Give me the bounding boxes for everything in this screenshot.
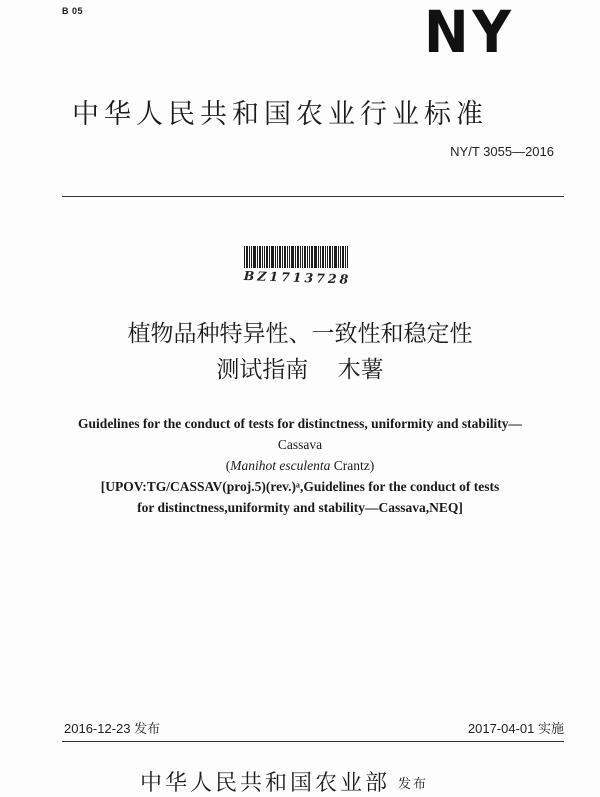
barcode-stripe xyxy=(338,246,339,268)
barcode-stripe xyxy=(320,246,321,268)
barcode-stripe xyxy=(314,246,317,268)
latin-open: ( xyxy=(225,458,231,473)
barcode-stripe xyxy=(309,246,310,268)
barcode-stripe xyxy=(264,246,265,268)
barcode-stripe xyxy=(275,246,276,268)
barcode-stripe xyxy=(304,246,306,268)
barcode-stripe xyxy=(266,246,268,268)
barcode-stripe xyxy=(334,246,337,268)
barcode-stripe xyxy=(277,246,278,268)
chinese-title xyxy=(80,316,520,388)
barcode-stripe xyxy=(318,246,319,268)
ics-code: B 05 xyxy=(62,6,84,16)
latin-author: Crantz) xyxy=(330,458,375,473)
barcode-stripe xyxy=(246,246,248,268)
barcode-stripe xyxy=(295,246,296,268)
chinese-title-line2: 测试指南 木薯 xyxy=(216,357,384,383)
ny-logo: NY xyxy=(424,0,515,66)
latin-name: Manihot esculenta xyxy=(230,458,331,473)
barcode-stripe xyxy=(284,246,286,268)
standard-number: NY/T 3055—2016 xyxy=(450,144,554,159)
barcode-stripe xyxy=(289,246,290,268)
barcode-stripe xyxy=(271,246,274,268)
barcode-stripe xyxy=(253,246,256,268)
barcode-stripe xyxy=(269,246,270,268)
barcode-stripe xyxy=(282,246,283,268)
barcode-stripe xyxy=(287,246,288,268)
barcode-stripe xyxy=(259,246,261,268)
barcode-stripe xyxy=(322,246,324,268)
barcode-stripe xyxy=(347,246,348,268)
issuer xyxy=(140,766,500,797)
barcode-stripe xyxy=(311,246,313,268)
barcode-stripe xyxy=(244,246,245,268)
english-title xyxy=(40,413,560,518)
barcode-stripe xyxy=(291,246,294,268)
issuer-name: 中华人民共和国农业部 xyxy=(140,771,391,796)
english-title-line4: [UPOV:TG/CASSAV(proj.5)(rev.)ᵃ,Guidelines for the conduct of tests xyxy=(100,479,500,494)
chinese-title-line1: 植物品种特异性、一致性和稳定性 xyxy=(127,321,473,347)
english-title-line2: Cassava xyxy=(277,437,323,452)
barcode-stripe xyxy=(262,246,263,268)
standard-type-title: 中华人民共和国农业行业标准 xyxy=(72,99,488,130)
barcode-stripe xyxy=(257,246,258,268)
barcode-image xyxy=(244,246,354,268)
implement-date: 2017-04-01 实施 xyxy=(467,721,564,736)
english-title-line5: for distinctness,uniformity and stability—Cassava,NEQ] xyxy=(137,500,463,515)
barcode-stripe xyxy=(332,246,333,268)
barcode-stripe xyxy=(325,246,326,268)
barcode-stripe xyxy=(251,246,252,268)
issuer-action: 发布 xyxy=(398,777,429,792)
bottom-divider xyxy=(62,741,564,742)
barcode-stripe xyxy=(345,246,346,268)
barcode-text: BZ1713728 xyxy=(243,268,352,287)
english-title-line1: Guidelines for the conduct of tests for distinctness, uniformity and stability— xyxy=(78,416,522,431)
barcode-stripe xyxy=(249,246,250,268)
barcode-stripe xyxy=(329,246,331,268)
publish-date: 2016-12-23 发布 xyxy=(64,721,161,736)
english-title-line3 xyxy=(40,455,560,476)
barcode-stripe xyxy=(327,246,328,268)
barcode-stripe xyxy=(342,246,344,268)
barcode-stripe xyxy=(340,246,341,268)
barcode-stripe xyxy=(279,246,281,268)
barcode-stripe xyxy=(307,246,308,268)
barcode-stripe xyxy=(300,246,301,268)
barcode-stripe xyxy=(297,246,299,268)
top-divider xyxy=(62,196,564,197)
barcode-stripe xyxy=(302,246,303,268)
